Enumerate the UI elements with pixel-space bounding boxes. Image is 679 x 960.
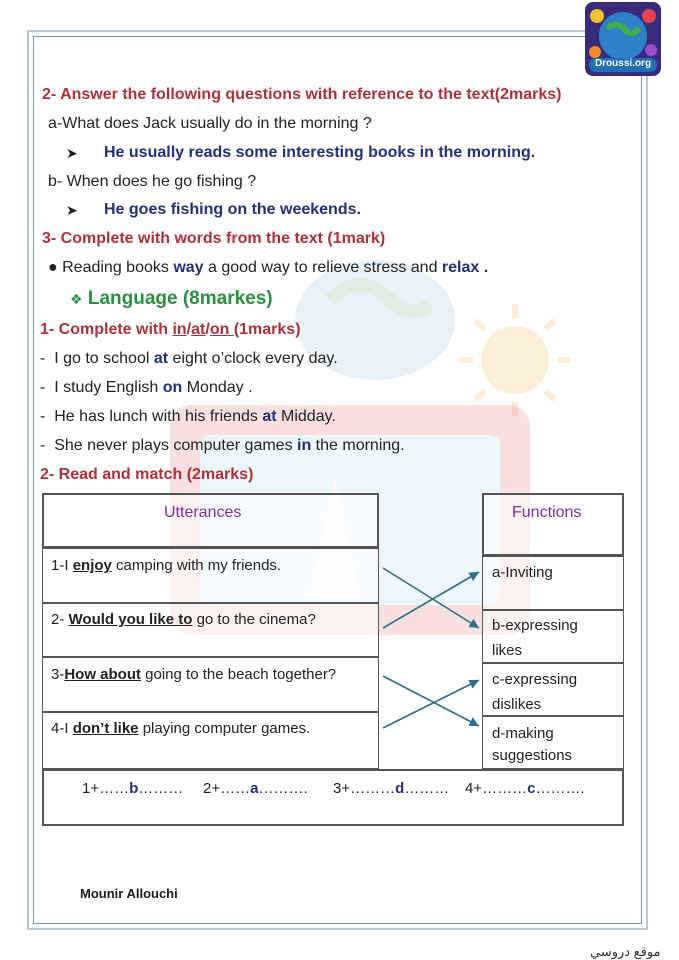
- lq1-item-answer: at: [262, 408, 277, 425]
- answer-num: 1+……: [82, 780, 130, 797]
- answer-3: [333, 780, 449, 797]
- function-text: c-expressing: [492, 671, 578, 688]
- utterance-keyword: How about: [64, 666, 141, 683]
- lq1-item-text: Monday .: [182, 379, 253, 396]
- answer-1: [82, 780, 183, 797]
- functions-header-cell: [482, 493, 624, 556]
- function-text: a-Inviting: [492, 564, 553, 581]
- utterance-text: [51, 611, 316, 628]
- lq1-heading-b: (1marks): [233, 321, 301, 338]
- answer-letter: c: [527, 780, 536, 797]
- answers-row: [42, 769, 624, 826]
- utterance-pre: 4-I: [51, 720, 73, 737]
- match-arrow-3-d: [383, 676, 479, 726]
- q3-heading: 3- Complete with words from the text (1mark): [42, 230, 386, 247]
- answer-letter: a: [250, 780, 259, 797]
- q3-sentence: [48, 259, 488, 277]
- lq1-item-text: Midday.: [276, 408, 336, 425]
- q3-text-b: a good way to relieve stress and: [203, 259, 442, 276]
- answer-dots: ……….: [258, 780, 308, 797]
- matching-lines: [379, 556, 483, 736]
- q3-text-a: Reading books: [62, 259, 174, 276]
- answer-b: He goes fishing on the weekends.: [104, 201, 361, 218]
- logo-text: Droussi.org: [594, 58, 652, 69]
- answer-letter: b: [129, 780, 139, 797]
- site-caption: موقع دروسي: [590, 944, 661, 959]
- question-a: a-What does Jack usually do in the morning ?: [48, 115, 372, 132]
- q2-heading: 2- Answer the following questions with reference to the text(2marks): [42, 86, 562, 103]
- utterance-pre: 2-: [51, 611, 69, 628]
- q3-text-c: .: [479, 259, 489, 276]
- answer-2: [203, 780, 308, 797]
- site-logo: [585, 2, 661, 76]
- lq1-heading: [40, 321, 301, 339]
- match-arrow-4-c: [383, 680, 479, 728]
- language-heading-text: Language (8markes): [87, 288, 273, 309]
- lq1-item-text: eight o’clock every day.: [168, 350, 338, 367]
- utterance-post: playing computer games.: [138, 720, 311, 737]
- answer-dots: ……….: [535, 780, 585, 797]
- utterance-post: go to the cinema?: [192, 611, 316, 628]
- language-heading: [70, 288, 273, 310]
- utterance-pre: 1-I: [51, 557, 73, 574]
- answer-num: 3+………: [333, 780, 396, 797]
- utterance-post: camping with my friends.: [111, 557, 282, 574]
- utterance-keyword: Would you like to: [68, 611, 193, 628]
- lq1-heading-sep2: /: [205, 321, 210, 338]
- answer-dots: ………: [138, 780, 184, 797]
- answer-num: 4+………: [465, 780, 528, 797]
- lq1-heading-a: 1- Complete with: [40, 321, 173, 338]
- function-text: b-expressing: [492, 617, 578, 634]
- arrow-bullet-icon: ➤: [66, 145, 78, 161]
- utterances-header: Utterances: [164, 504, 242, 521]
- lq1-heading-on: on: [209, 321, 234, 338]
- answer-4: [465, 780, 585, 797]
- utterance-keyword: don’t like: [72, 720, 139, 737]
- lq1-item-text: the morning.: [311, 437, 405, 454]
- lq1-heading-at: at: [191, 321, 206, 338]
- utterance-text: [51, 720, 310, 737]
- lq1-item: - I study English on Monday .: [40, 379, 253, 396]
- function-text-line2: suggestions: [492, 747, 573, 764]
- answer-a: He usually reads some interesting books in the morning.: [104, 144, 536, 161]
- lq1-item-answer: in: [297, 437, 312, 454]
- question-b: b- When does he go fishing ?: [48, 173, 257, 190]
- function-text-line2: dislikes: [492, 696, 542, 713]
- lq1-heading-sep1: /: [186, 321, 192, 338]
- q3-word-2: relax: [441, 259, 480, 276]
- author-name: Mounir Allouchi: [80, 886, 178, 901]
- utterance-post: going to the beach together?: [141, 666, 337, 683]
- functions-header: Functions: [512, 504, 582, 521]
- lq1-item-text: I study English: [54, 379, 163, 396]
- answer-num: 2+……: [203, 780, 251, 797]
- utterance-text: [51, 557, 281, 574]
- lq1-item-text: I go to school: [54, 350, 154, 367]
- answer-letter: d: [395, 780, 405, 797]
- q3-word-1: way: [173, 259, 204, 276]
- bullet-dot-icon: ●: [48, 259, 58, 276]
- utterance-text: [51, 666, 336, 683]
- lq1-item: - I go to school at eight o’clock every day.: [40, 350, 338, 367]
- lq2-heading: 2- Read and match (2marks): [40, 466, 254, 483]
- lq1-item-answer: at: [153, 350, 169, 367]
- answer-dots: ………: [404, 780, 450, 797]
- function-text: d-making: [492, 725, 554, 742]
- lq1-heading-in: in: [172, 321, 187, 338]
- diamond-bullet-icon: ❖: [70, 291, 83, 307]
- utterance-pre: 3-: [51, 666, 65, 683]
- arrow-bullet-icon: ➤: [66, 202, 78, 218]
- lq1-item-text: She never plays computer games: [54, 437, 298, 454]
- lq1-item-text: He has lunch with his friends: [54, 408, 263, 425]
- lq1-item: - He has lunch with his friends at Midday.: [40, 408, 336, 425]
- lq1-item-answer: on: [162, 379, 183, 396]
- function-text-line2: likes: [492, 642, 523, 659]
- utterance-keyword: enjoy: [72, 557, 112, 574]
- lq1-item: - She never plays computer games in the morning.: [40, 437, 405, 454]
